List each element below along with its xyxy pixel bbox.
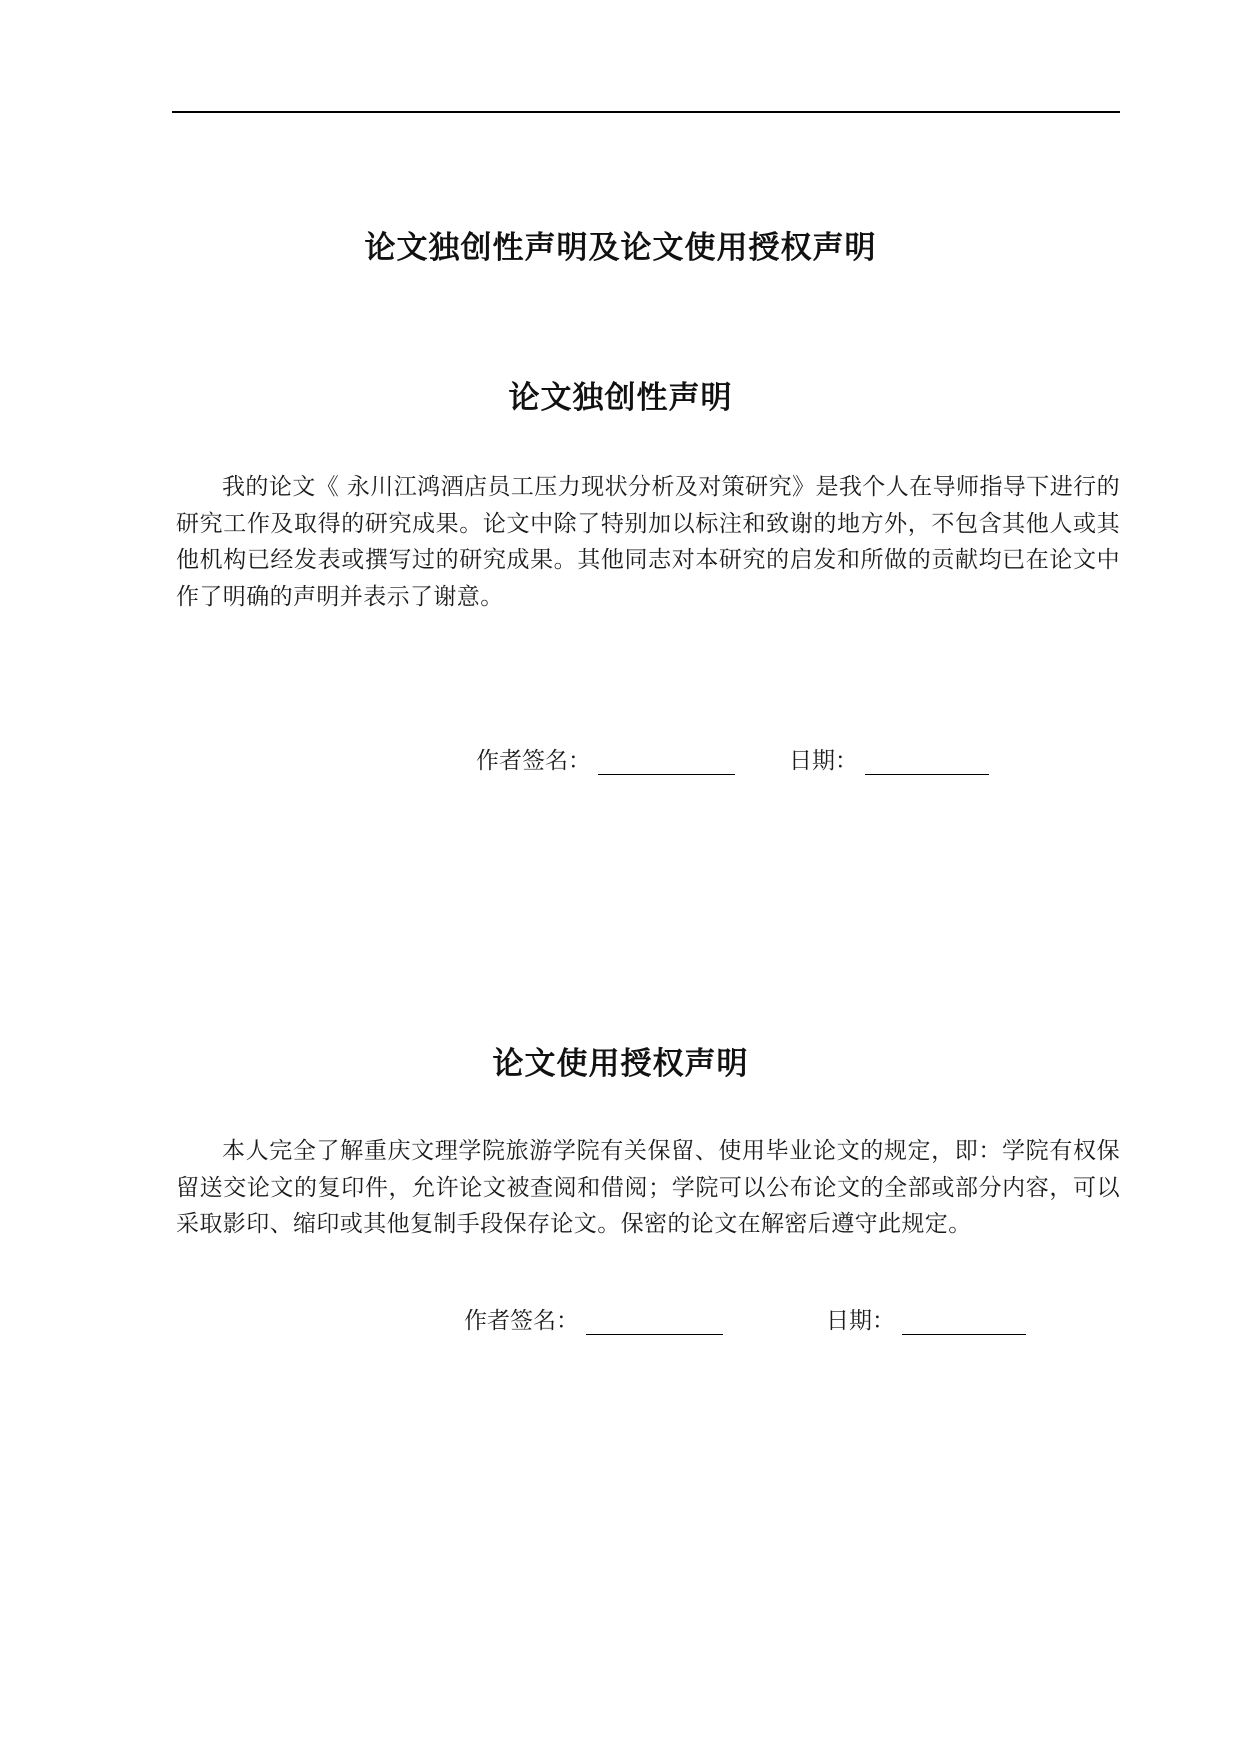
authorization-date [826, 1302, 1026, 1335]
document-title: 论文独创性声明及论文使用授权声明 [364, 230, 877, 266]
author-signature-blank[interactable] [598, 750, 735, 775]
originality-author-signature [476, 742, 735, 775]
date-label: 日期： [789, 748, 858, 774]
header-rule [172, 111, 1120, 113]
originality-statement-text: 我的论文《 永川江鸿酒店员工压力现状分析及对策研究》是我个人在导师指导下进行的研究工作及取得的研究成果。论文中除了特别加以标注和致谢的地方外，不包含其他人或其他机构已经发表或撰写过的研究成果。其他同志对本研究的启发和所做的贡献均已在论文中作了明确的声明并表示了谢意。 [176, 474, 1120, 610]
authorization-statement-text: 本人完全了解重庆文理学院旅游学院有关保留、使用毕业论文的规定，即：学院有权保留送交论文的复印件，允许论文被查阅和借阅；学院可以公布论文的全部或部分内容，可以采取影印、缩印或其他复制手段保存论文。保密的论文在解密后遵守此规定。 [176, 1138, 1120, 1237]
originality-section-title: 论文独创性声明 [508, 380, 733, 416]
author-signature-blank[interactable] [586, 1310, 723, 1335]
author-signature-label: 作者签名： [476, 748, 591, 774]
date-label: 日期： [826, 1308, 895, 1334]
originality-date [789, 742, 989, 775]
author-signature-label: 作者签名： [464, 1308, 579, 1334]
authorization-section-title: 论文使用授权声明 [492, 1046, 749, 1082]
authorization-author-signature [464, 1302, 723, 1335]
date-blank[interactable] [902, 1310, 1026, 1335]
date-blank[interactable] [865, 750, 989, 775]
